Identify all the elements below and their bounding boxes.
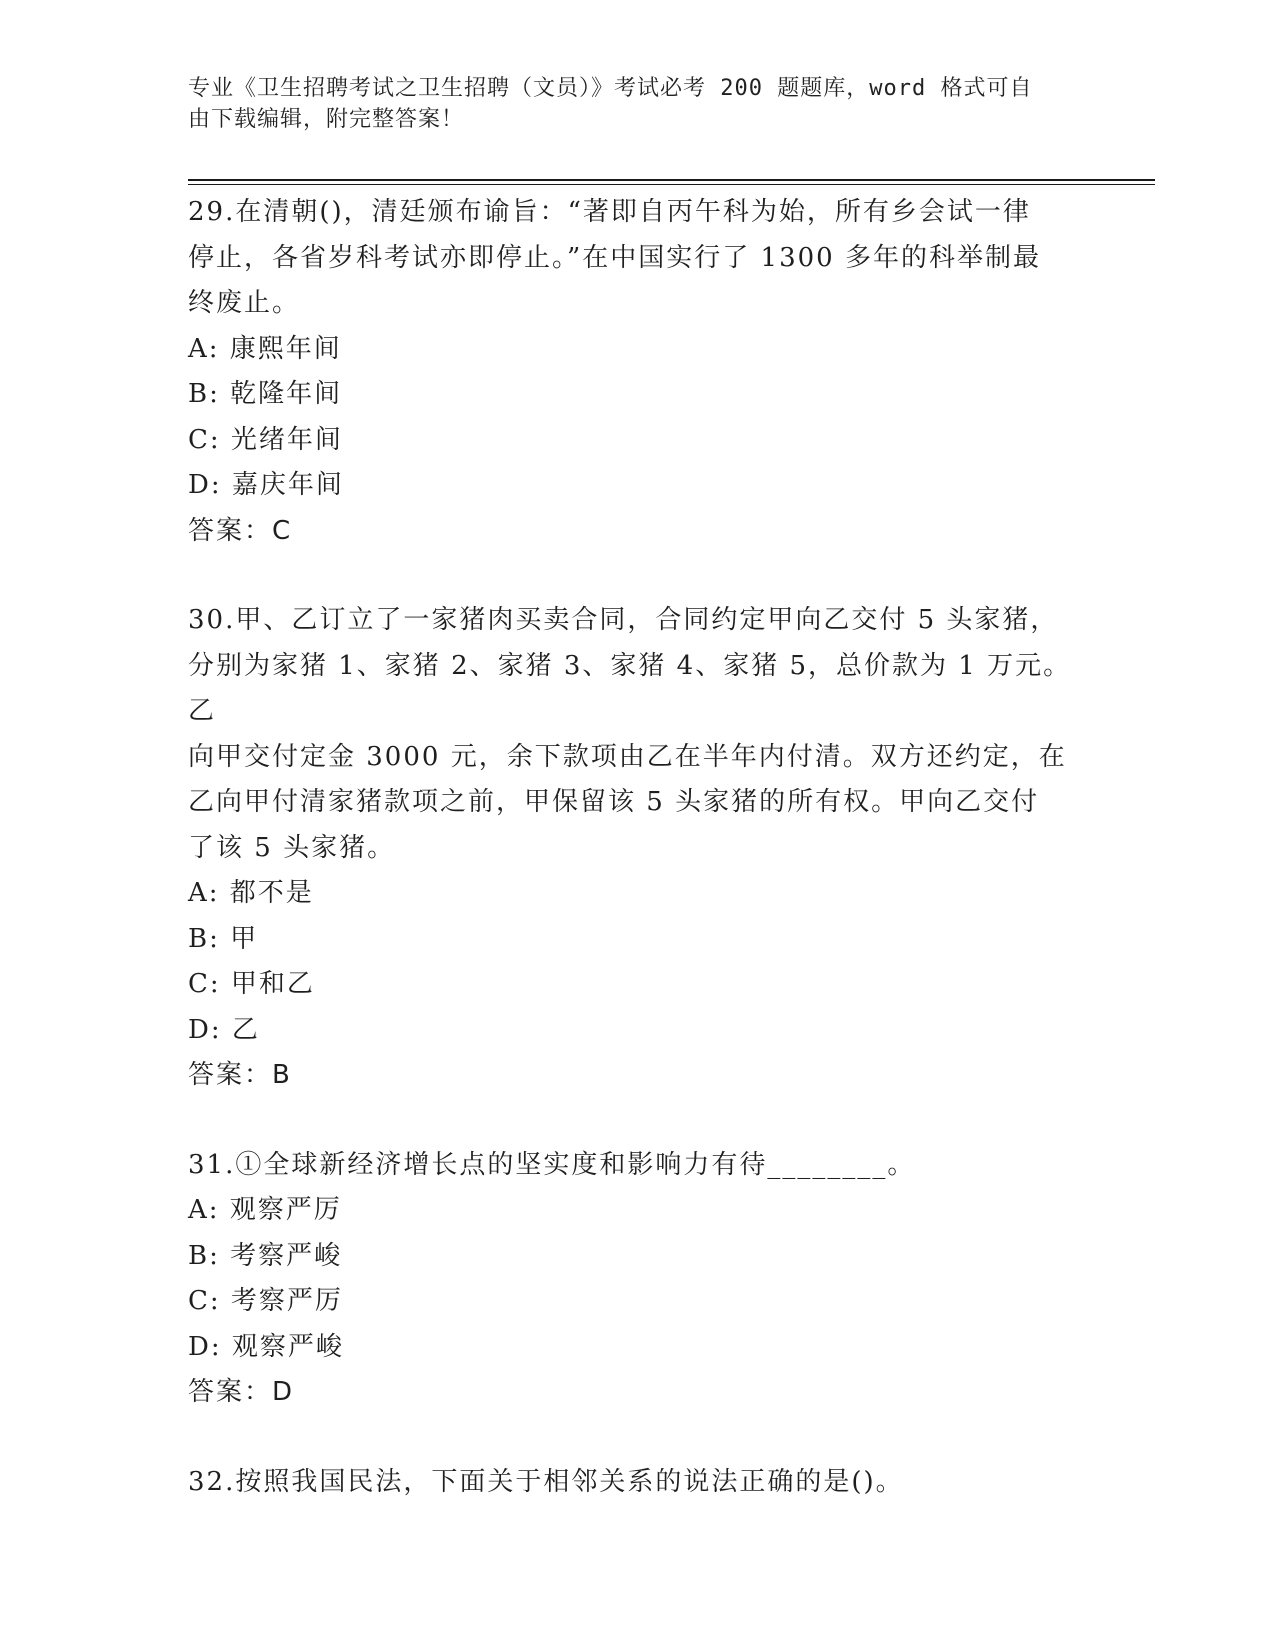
answer-line: 答案：B (188, 1060, 292, 1090)
question-text-line: 了该 5 头家猪。 (188, 832, 396, 863)
answer-line: 答案：D (188, 1377, 295, 1407)
answer-line: 答案：C (188, 515, 293, 546)
option-d: D: 观察严峻 (188, 1331, 344, 1362)
question-text-line: 29.在清朝()，清廷颁布谕旨：“著即自丙午科为始，所有乡会试一律 (188, 197, 1031, 227)
option-b: B: 考察严峻 (188, 1240, 343, 1271)
option-c: C: 考察严厉 (188, 1286, 343, 1316)
option-c: C: 甲和乙 (188, 969, 315, 999)
option-b: B: 乾隆年间 (188, 379, 343, 409)
question-text-line: 分别为家猪 1、家猪 2、家猪 3、家猪 4、家猪 5，总价款为 1 万元。乙 (188, 650, 1072, 726)
question-spacer (188, 554, 1088, 598)
document-header (188, 73, 1088, 135)
question-text-line: 向甲交付定金 3000 元，余下款项由乙在半年内付清。双方还约定，在 (188, 741, 1067, 772)
header-line-2: 由下载编辑，附完整答案！ (188, 107, 465, 132)
question-32 (188, 1460, 1088, 1506)
header-divider-thin (188, 184, 1155, 185)
question-text-line: 乙向甲付清家猪款项之前，甲保留该 5 头家猪的所有权。甲向乙交付 (188, 787, 1040, 817)
option-d: D: 嘉庆年间 (188, 470, 344, 500)
question-30 (188, 598, 1088, 1099)
question-list (188, 190, 1088, 1505)
question-text-line: 30.甲、乙订立了一家猪肉买卖合同，合同约定甲向乙交付 5 头家猪， (188, 605, 1059, 635)
option-a: A: 康熙年间 (188, 333, 342, 364)
question-text-line: 停止，各省岁科考试亦即停止。”在中国实行了 1300 多年的科举制最 (188, 242, 1041, 273)
question-29 (188, 190, 1088, 554)
question-text-line: 32.按照我国民法，下面关于相邻关系的说法正确的是()。 (188, 1466, 904, 1497)
option-d: D: 乙 (188, 1014, 260, 1045)
question-spacer (188, 1416, 1088, 1460)
question-31 (188, 1143, 1088, 1416)
option-b: B: 甲 (188, 923, 259, 954)
header-line-1: 专业《卫生招聘考试之卫生招聘（文员）》考试必考 200 题题库，word 格式可自 (188, 76, 1033, 101)
option-a: A: 观察严厉 (188, 1195, 342, 1225)
header-divider-thick (188, 179, 1155, 181)
question-spacer (188, 1099, 1088, 1143)
option-a: A: 都不是 (188, 878, 314, 908)
option-c: C: 光绪年间 (188, 424, 343, 455)
question-text-line: 终废止。 (188, 288, 301, 318)
question-text-line: 31.①全球新经济增长点的坚实度和影响力有待________。 (188, 1149, 916, 1180)
